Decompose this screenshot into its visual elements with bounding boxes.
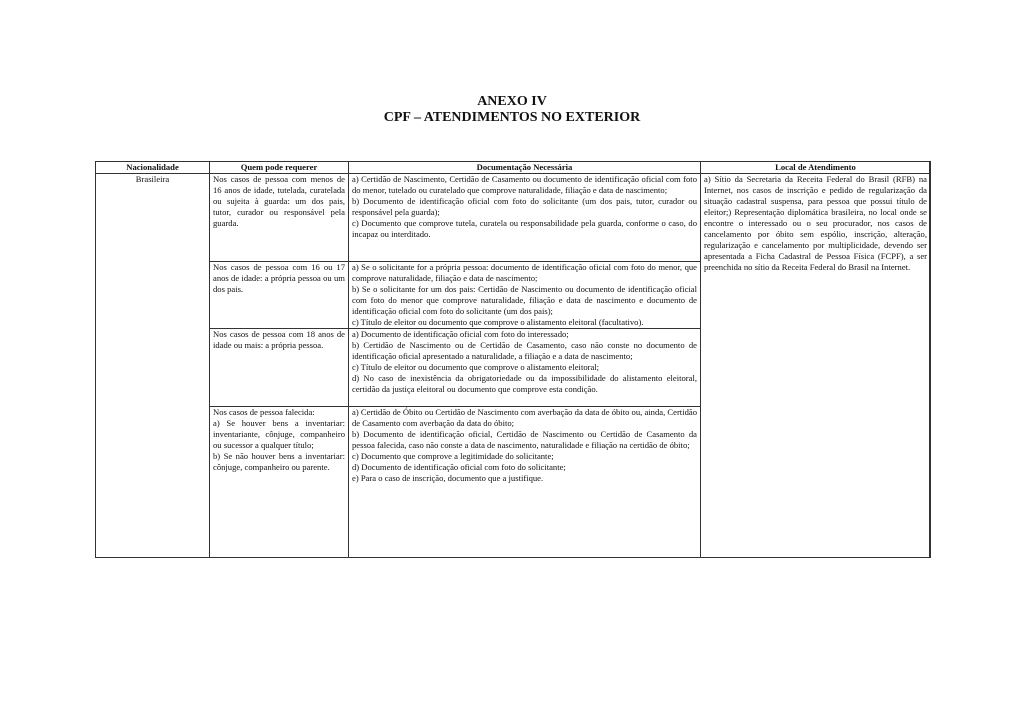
cell-doc-menor-16 — [349, 174, 701, 262]
doc-item: b) Documento de identificação oficial com foto do solicitante (um dos pais, tutor, curador ou responsável pela guarda); — [352, 196, 697, 217]
doc-item: a) Documento de identificação oficial com foto do interessado; — [352, 329, 569, 339]
doc-item: b) Documento de identificação oficial, Certidão de Nascimento ou Certidão de Casamento da pessoa falecida, caso não conste a data de nascimento, naturalidade e filiação na certidão de óbito; — [352, 429, 697, 450]
header-nacionalidade: Nacionalidade — [96, 162, 210, 174]
cell-nacionalidade: Brasileira — [96, 174, 210, 558]
doc-item: a) Se o solicitante for a própria pessoa: documento de identificação oficial com foto do menor, que comprove naturalidade, filiação e data de nascimento; — [352, 262, 697, 283]
header-documentacao: Documentação Necessária — [349, 162, 701, 174]
cell-quem-18-mais: Nos casos de pessoa com 18 anos de idade ou mais: a própria pessoa. — [210, 329, 349, 407]
title-annex: ANEXO IV — [477, 94, 547, 109]
doc-item: b) Certidão de Nascimento ou de Certidão de Casamento, caso não conste no documento de identificação oficial apresentado a naturalidade, a filiação e a data de nascimento; — [352, 340, 697, 361]
header-quem: Quem pode requerer — [210, 162, 349, 174]
quem-item: b) Se não houver bens a inventariar: cônjuge, companheiro ou parente. — [213, 451, 345, 472]
doc-item: d) Documento de identificação oficial com foto do solicitante; — [352, 462, 566, 472]
doc-item: e) Para o caso de inscrição, documento que a justifique. — [352, 473, 544, 483]
doc-item: a) Certidão de Nascimento, Certidão de Casamento ou documento de identificação oficial com foto do menor, tutelado ou curatelado que comprove naturalidade, filiação e data de nascimento; — [352, 174, 697, 195]
cell-quem-16-17: Nos casos de pessoa com 16 ou 17 anos de idade: a própria pessoa ou um dos pais. — [210, 262, 349, 329]
annex-table — [95, 161, 931, 558]
doc-item: b) Se o solicitante for um dos pais: Certidão de Nascimento ou documento de identificação oficial com foto do menor que comprove naturalidade, filiação e data de nascimento e documento de identificação oficial com foto do solicitante (um dos pais); — [352, 284, 697, 316]
header-local: Local de Atendimento — [701, 162, 931, 174]
document-title — [0, 94, 1024, 126]
cell-quem-falecida — [210, 407, 349, 558]
cell-doc-falecida — [349, 407, 701, 558]
doc-item: a) Certidão de Óbito ou Certidão de Nascimento com averbação da data de óbito ou, ainda, Certidão de Casamento com averbação da data do óbito; — [352, 407, 697, 428]
title-cpf: CPF – ATENDIMENTOS NO EXTERIOR — [383, 110, 641, 125]
doc-item: d) No caso de inexistência da obrigatoriedade ou da impossibilidade do alistamento eleitoral, certidão da justiça eleitoral ou documento que comprove esta condição. — [352, 373, 697, 394]
cell-doc-16-17 — [349, 262, 701, 329]
cell-doc-18-mais — [349, 329, 701, 407]
table-frame-edge — [929, 161, 930, 557]
doc-item: c) Documento que comprove tutela, curatela ou responsabilidade pela guarda, conforme o caso, do incapaz ou interditado. — [352, 218, 697, 239]
cell-local-atendimento: a) Sítio da Secretaria da Receita Federal do Brasil (RFB) na Internet, nos casos de inscrição e pedido de regularização da situação cadastral suspensa, para pessoa que possui título de eleitor;) Representação diplomática brasileira, no local onde se encontre o interessado ou o seu procurador, nos casos de cancelamento por óbito sem espólio, inscrição, alteração, regularização e cancelamento por multiplicidade, devendo ser apresentada a Ficha Cadastral de Pessoa Física (FCPF), a ser preenchida no sítio da Receita Federal do Brasil na Internet. — [701, 174, 931, 558]
quem-item: Nos casos de pessoa falecida: — [213, 407, 315, 417]
doc-item: c) Título de eleitor ou documento que comprove o alistamento eleitoral; — [352, 362, 600, 372]
doc-item: c) Documento que comprove a legitimidade do solicitante; — [352, 451, 554, 461]
doc-item: c) Título de eleitor ou documento que comprove o alistamento eleitoral (facultativo). — [352, 317, 644, 327]
quem-item: a) Se houver bens a inventariar: inventariante, cônjuge, companheiro ou sucessor a qualquer título; — [213, 418, 345, 450]
table-header-row — [96, 162, 931, 174]
table-row — [96, 174, 931, 262]
cell-quem-menor-16: Nos casos de pessoa com menos de 16 anos de idade, tutelada, curatelada ou sujeita à guarda: um dos pais, tutor, curador ou responsável pela guarda. — [210, 174, 349, 262]
